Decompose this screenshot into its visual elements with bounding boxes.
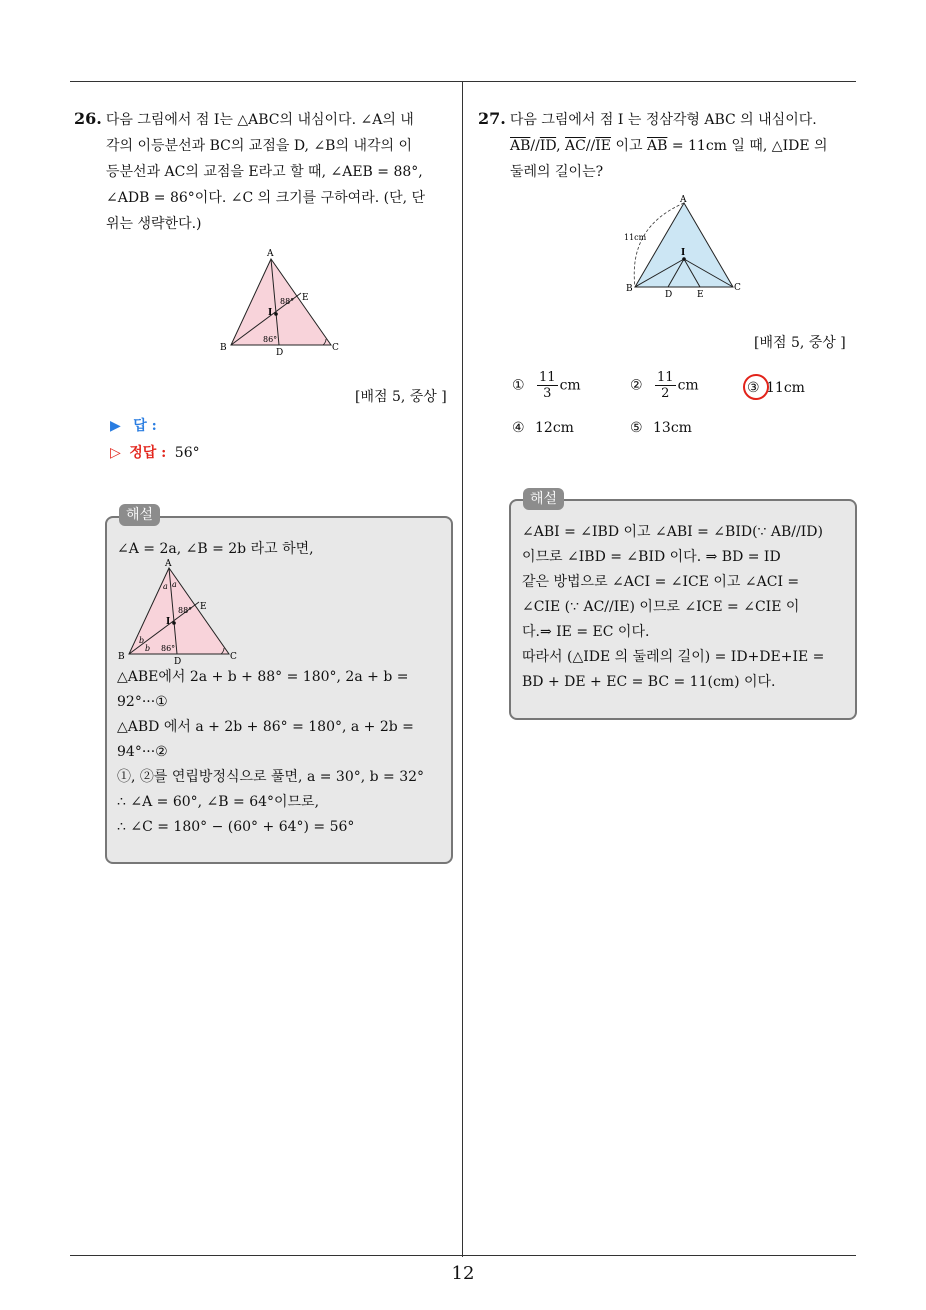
q26s-label-e: E <box>200 602 207 612</box>
q27-sol-line-7: BD + DE + EC = BC = 11(cm) 이다. <box>522 674 776 690</box>
q26-angle-adb: 86° <box>263 335 278 344</box>
q26-solution-tag: 해설 <box>119 504 160 526</box>
q26s-label-c: C <box>230 652 237 662</box>
q26-figure <box>215 245 345 360</box>
frac-num: 11 <box>539 370 556 385</box>
q26-line-5: 위는 생략한다.) <box>106 216 202 232</box>
choice-mark: ④ <box>512 420 525 436</box>
frac-den: 3 <box>543 386 552 401</box>
choice-mark: ③ <box>747 380 760 396</box>
q27-side-label: 11cm <box>624 233 647 242</box>
q27-text <box>478 106 862 185</box>
q27-solution-tag: 해설 <box>523 488 564 510</box>
q26s-angle-a-right: a <box>172 580 177 589</box>
fraction <box>655 370 676 401</box>
fraction <box>537 370 558 401</box>
q26-key-value: 56° <box>174 445 200 461</box>
q27-sol-line-2: 이므로 ∠IBD = ∠BID 이다. ⇒ BD = ID <box>522 549 781 565</box>
seg-id: $\overline{ID}$ <box>539 138 557 154</box>
q27-line-3: 둘레의 길이는? <box>510 164 604 180</box>
selected-mark <box>747 380 760 396</box>
column-divider <box>462 81 463 1257</box>
q27-label-i: I <box>681 248 686 258</box>
q27-sol-line-6: 따라서 (△IDE 의 둘레의 길이) = ID+DE+IE = <box>522 649 825 665</box>
page-number: 12 <box>451 1263 475 1284</box>
q27-label-b: B <box>626 284 633 294</box>
key-arrow-icon: ▷ <box>110 445 121 461</box>
q27-score-level: [배점 5, 중상 ] <box>754 335 846 351</box>
choice-unit: cm <box>677 377 699 394</box>
q27-choice-3[interactable] <box>747 380 805 396</box>
q27-sol-line-3: 같은 방법으로 ∠ACI = ∠ICE 이고 ∠ACI = <box>522 574 800 590</box>
choice-unit: cm <box>559 377 581 394</box>
q26-sol-line-6: ∴ ∠A = 60°, ∠B = 64°이므로, <box>117 794 320 810</box>
q27-sol-line-4: ∠CIE (∵ AC//IE) 이므로 ∠ICE = ∠CIE 이 <box>522 599 800 615</box>
choice-mark: ② <box>630 377 643 394</box>
choice-mark: ① <box>512 377 525 394</box>
q26-text <box>74 106 456 237</box>
q26-score-level: [배점 5, 중상 ] <box>355 389 447 405</box>
choice-text: 11cm <box>766 380 805 396</box>
q26-sol-line-1: △ABE에서 2a + b + 88° = 180°, 2a + b = <box>117 669 409 685</box>
q27-choice-4[interactable] <box>512 420 574 436</box>
q26-line-1: 다음 그림에서 점 I는 △ABC의 내심이다. ∠A의 내 <box>105 112 414 128</box>
q27-sol-line-1: ∠ABI = ∠IBD 이고 ∠ABI = ∠BID(∵ AB//ID) <box>522 524 823 540</box>
text-connector: 이고 <box>611 138 647 154</box>
q26-sol-line-3: △ABD 에서 a + 2b + 86° = 180°, a + 2b = <box>117 719 414 735</box>
q27-line-1: 다음 그림에서 점 I 는 정삼각형 ABC 의 내심이다. <box>509 112 817 128</box>
q26-line-3: 등분선과 AC의 교점을 E라고 할 때, ∠AEB = 88°, <box>106 164 423 180</box>
choice-text: 12cm <box>535 420 574 436</box>
choice-mark: ⑤ <box>630 420 643 436</box>
bottom-rule <box>70 1255 856 1256</box>
q26s-label-d: D <box>174 657 182 667</box>
seg-ac: $\overline{AC}$ <box>565 138 586 154</box>
answer-arrow-icon: ▶ <box>110 418 121 434</box>
q26s-angle-a-left: a <box>163 582 168 591</box>
q26-sol-line-4: 94°···② <box>117 744 168 760</box>
q26-key-row <box>110 442 200 462</box>
seg-ab: $\overline{AB}$ <box>646 138 668 154</box>
q26-key-label: 정답 : <box>129 445 167 461</box>
q27-line-2 <box>478 133 862 159</box>
q27-choice-2[interactable] <box>630 370 699 401</box>
q26-answer-row <box>110 415 157 435</box>
seg-ie: $\overline{IE}$ <box>595 138 612 154</box>
q26-sol-line-5: ①, ②를 연립방정식으로 풀면, a = 30°, b = 32° <box>117 769 425 785</box>
choice-text: 13cm <box>653 420 692 436</box>
q26s-label-b: B <box>118 652 125 662</box>
q26s-angle-aeb: 88° <box>178 606 193 615</box>
q26s-angle-adb: 86° <box>161 644 176 653</box>
q27-solution-body <box>522 520 848 695</box>
q26-answer-label: 답 : <box>133 418 157 434</box>
q26-label-b: B <box>220 343 227 353</box>
q26-sol-line-7: ∴ ∠C = 180° − (60° + 64°) = 56° <box>117 819 355 835</box>
q27-label-c: C <box>734 283 741 293</box>
q26-label-c: C <box>332 343 339 353</box>
q26s-label-i: I <box>166 617 171 627</box>
q26s-label-a: A <box>165 559 172 569</box>
q27-choice-5[interactable] <box>630 420 692 436</box>
q26s-angle-b-top: b <box>139 636 145 645</box>
q26-line-2: 각의 이등분선과 BC의 교점을 D, ∠B의 내각의 이 <box>106 138 412 154</box>
q26-solution-intro: ∠A = 2a, ∠B = 2b 라고 하면, <box>117 541 314 557</box>
q26-sol-line-2: 92°···① <box>117 694 168 710</box>
q27-choice-1[interactable] <box>512 370 581 401</box>
q26-label-e: E <box>302 293 309 303</box>
q26-number: 26. <box>74 109 102 128</box>
frac-num: 11 <box>657 370 674 385</box>
text-tail: = 11cm 일 때, △IDE 의 <box>667 138 828 154</box>
q27-number: 27. <box>478 109 506 128</box>
q27-sol-line-5: 다.⇒ IE = EC 이다. <box>522 624 650 640</box>
parallel-sign: // <box>585 138 596 154</box>
q26-line-4: ∠ADB = 86°이다. ∠C 의 크기를 구하여라. (단, 단 <box>106 190 426 206</box>
frac-den: 2 <box>661 386 670 401</box>
selected-circle-icon <box>743 374 769 400</box>
q26-solution-figure <box>113 556 243 668</box>
q26s-angle-b-bottom: b <box>145 644 151 653</box>
top-rule <box>70 81 856 82</box>
q26-label-i: I <box>268 308 273 318</box>
q27-label-e: E <box>697 290 704 300</box>
q26-label-a: A <box>267 249 274 259</box>
parallel-sign: // <box>530 138 540 154</box>
comma: , <box>556 138 566 154</box>
q26-label-d: D <box>276 348 284 358</box>
seg-ab: $\overline{AB}$ <box>510 138 531 154</box>
q27-figure <box>620 192 750 304</box>
q27-label-a: A <box>680 195 687 205</box>
q26-angle-aeb: 88° <box>280 297 295 306</box>
q27-label-d: D <box>665 290 673 300</box>
q26-solution-body <box>117 665 443 840</box>
